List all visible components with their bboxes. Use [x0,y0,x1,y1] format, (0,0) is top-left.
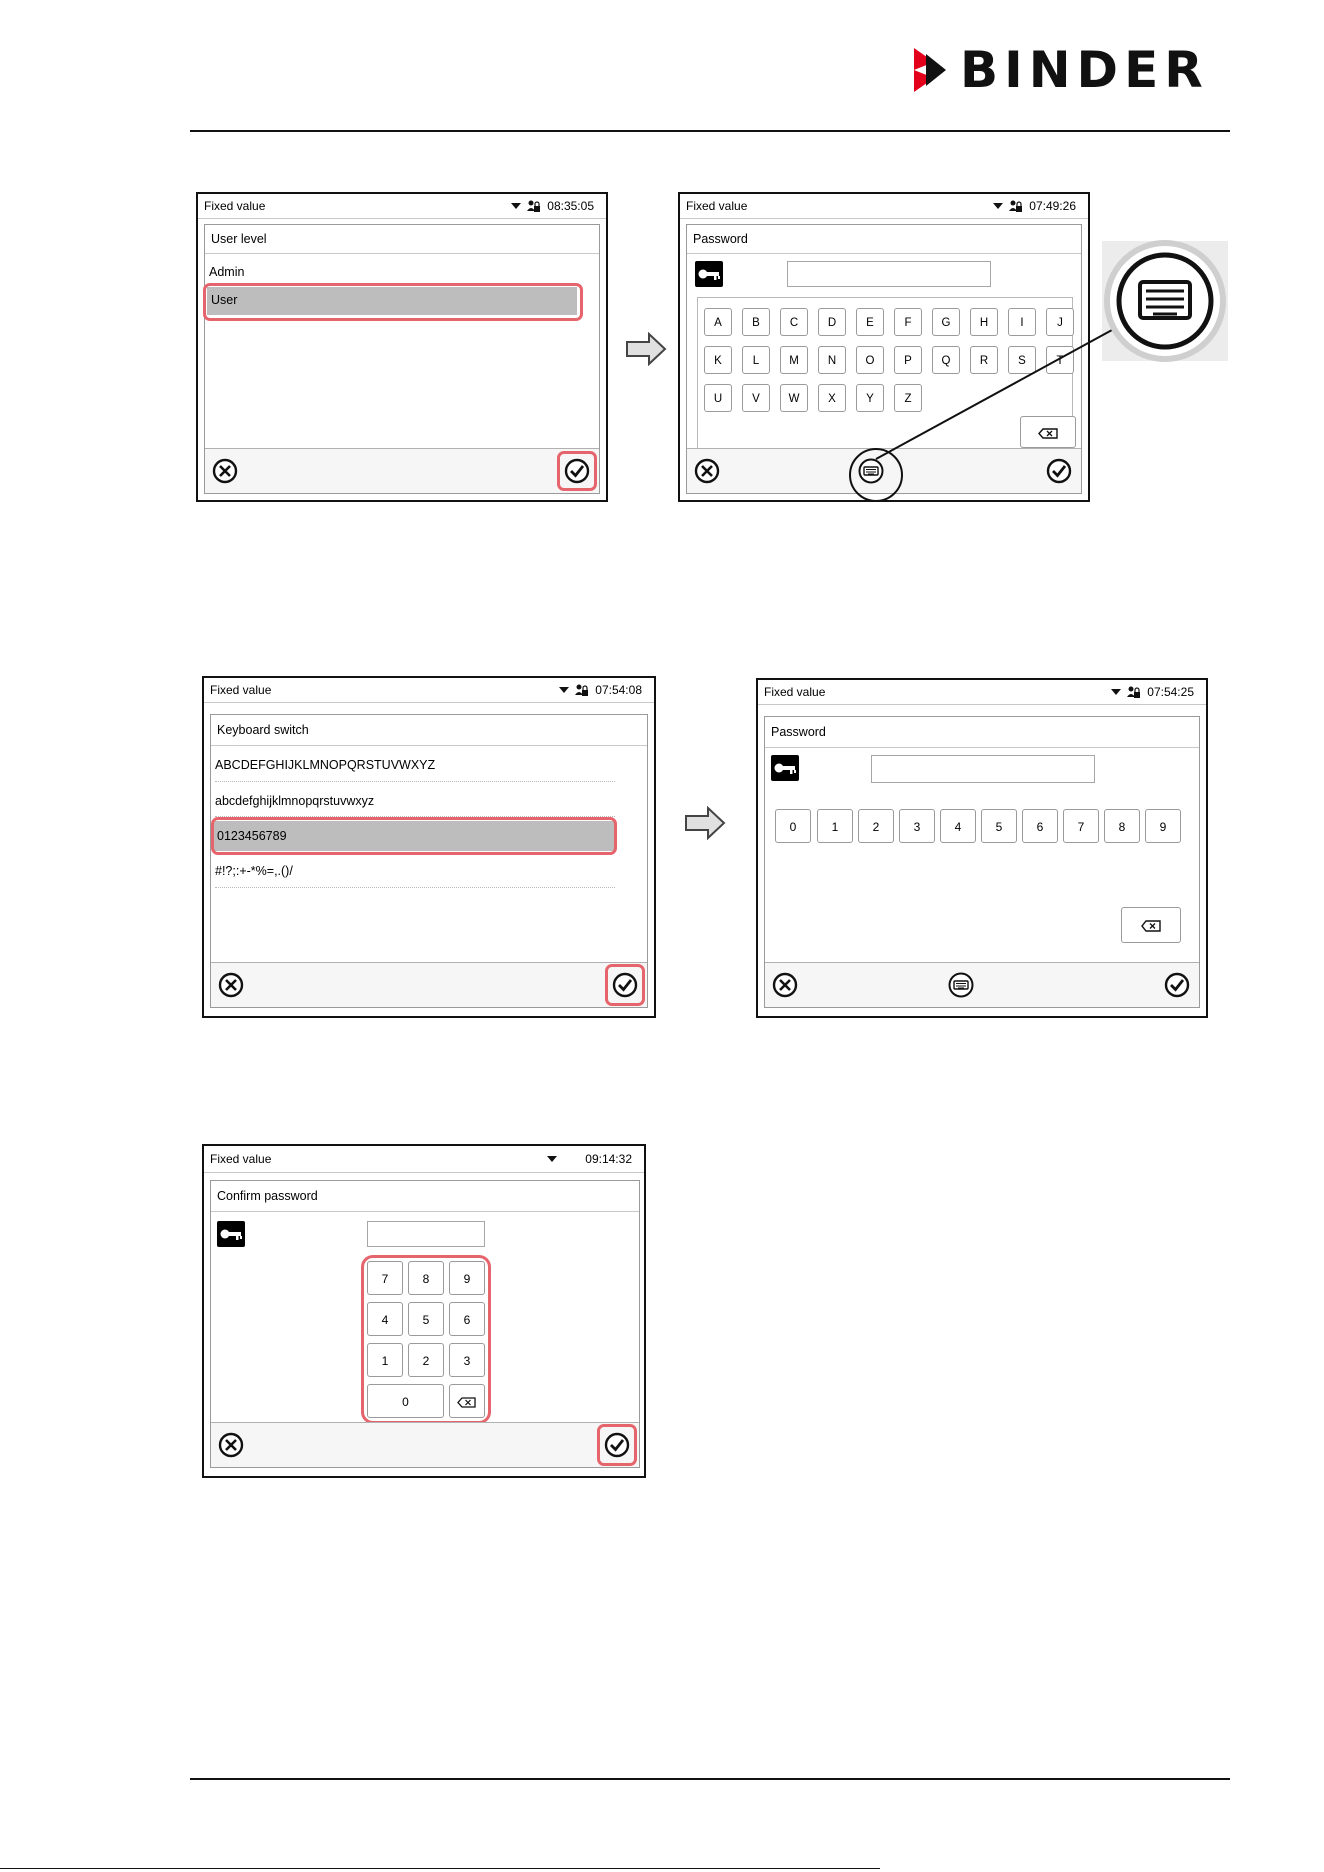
key-6[interactable]: 6 [1022,809,1058,843]
key-q[interactable]: Q [932,346,960,374]
clock-time: 07:54:25 [1147,685,1194,699]
cancel-button[interactable] [211,457,239,485]
backspace-icon [1122,908,1182,944]
keyboard-switch-panel [210,714,648,1008]
key-m[interactable]: M [780,346,808,374]
status-title: Fixed value [210,1152,272,1166]
option-special-characters[interactable]: #!?;:+-*%=,.()/ [215,864,293,878]
screen-user-level [196,192,608,502]
user-lock-icon [1009,199,1023,213]
status-title: Fixed value [764,685,826,699]
page-edge-line [0,1868,880,1869]
key-j[interactable]: J [1046,308,1074,336]
footer-bar [211,1422,639,1467]
key-4[interactable]: 4 [367,1302,403,1336]
key-r[interactable]: R [970,346,998,374]
key-o[interactable]: O [856,346,884,374]
status-bar [204,678,654,703]
key-f[interactable]: F [894,308,922,336]
key-icon [771,755,799,781]
dropdown-triangle-icon[interactable] [993,203,1003,209]
key-g[interactable]: G [932,308,960,336]
key-s[interactable]: S [1008,346,1036,374]
clock-time: 07:54:08 [595,683,642,697]
status-bar [204,1146,644,1173]
key-6[interactable]: 6 [449,1302,485,1336]
password-input[interactable] [871,755,1095,783]
footer-bar [211,962,647,1007]
key-l[interactable]: L [742,346,770,374]
key-7[interactable]: 7 [367,1261,403,1295]
key-3[interactable]: 3 [899,809,935,843]
check-circle-icon [1163,971,1191,999]
key-3[interactable]: 3 [449,1343,485,1377]
key-u[interactable]: U [704,384,732,412]
key-e[interactable]: E [856,308,884,336]
key-w[interactable]: W [780,384,808,412]
user-level-panel [204,224,600,494]
key-y[interactable]: Y [856,384,884,412]
status-title: Fixed value [210,683,272,697]
panel-title: User level [205,225,599,254]
key-h[interactable]: H [970,308,998,336]
panel-title: Keyboard switch [211,715,647,746]
screen-password-digits [756,678,1208,1018]
status-bar [198,194,606,219]
keyboard-magnifier-callout [820,235,1232,510]
highlight-frame [361,1255,491,1424]
panel-title: Password [687,225,1081,254]
binder-logo-mark-icon [912,44,952,96]
cancel-button[interactable] [771,971,799,999]
user-lock-icon [527,199,541,213]
close-circle-icon [217,1431,245,1459]
status-title: Fixed value [204,199,266,213]
next-step-arrow-icon [684,806,726,840]
binder-logo [912,41,1232,99]
key-x[interactable]: X [818,384,846,412]
footer-divider [190,1778,1230,1780]
highlight-frame [597,1424,637,1466]
cancel-button[interactable] [217,971,245,999]
status-bar [680,194,1088,219]
dropdown-triangle-icon[interactable] [1111,689,1121,695]
key-1[interactable]: 1 [367,1343,403,1377]
backspace-button[interactable] [1121,907,1181,943]
panel-title: Confirm password [211,1181,639,1212]
user-lock-icon [1127,685,1141,699]
highlight-frame [211,817,617,855]
highlight-frame [605,964,645,1006]
clock-time: 09:14:32 [585,1152,632,1166]
key-i[interactable]: I [1008,308,1036,336]
option-uppercase[interactable]: ABCDEFGHIJKLMNOPQRSTUVWXYZ [215,758,436,772]
separator [215,887,615,888]
key-z[interactable]: Z [894,384,922,412]
key-0[interactable]: 0 [367,1384,444,1418]
dropdown-triangle-icon[interactable] [547,1156,557,1162]
clock-time: 07:49:26 [1029,199,1076,213]
panel-title: Password [765,717,1199,748]
key-5[interactable]: 5 [981,809,1017,843]
key-k[interactable]: K [704,346,732,374]
dropdown-triangle-icon[interactable] [511,203,521,209]
screen-confirm-password [202,1144,646,1478]
brand-name: BINDER [960,41,1209,99]
key-n[interactable]: N [818,346,846,374]
keyboard-switch-button[interactable] [947,971,975,999]
key-0[interactable]: 0 [775,809,811,843]
key-2[interactable]: 2 [408,1343,444,1377]
key-d[interactable]: D [818,308,846,336]
key-8[interactable]: 8 [408,1261,444,1295]
key-7[interactable]: 7 [1063,809,1099,843]
next-step-arrow-icon [625,332,667,366]
screen-keyboard-switch [202,676,656,1018]
key-v[interactable]: V [742,384,770,412]
footer-bar [765,962,1199,1007]
close-circle-icon [211,457,239,485]
close-circle-icon [693,457,721,485]
keyboard-icon [947,971,975,999]
status-bar [758,680,1206,705]
option-digits-selected[interactable]: 0123456789 [213,821,615,851]
confirm-password-input[interactable] [367,1221,485,1247]
key-9[interactable]: 9 [1145,809,1181,843]
option-lowercase[interactable]: abcdefghijklmnopqrstuvwxyz [215,794,375,808]
key-a[interactable]: A [704,308,732,336]
footer-bar [205,448,599,493]
status-title: Fixed value [686,199,748,213]
key-c[interactable]: C [780,308,808,336]
key-5[interactable]: 5 [408,1302,444,1336]
list-item-admin[interactable]: Admin [209,265,245,279]
highlight-frame [203,283,583,321]
confirm-password-panel [210,1180,640,1468]
dropdown-triangle-icon[interactable] [559,687,569,693]
close-circle-icon [771,971,799,999]
key-8[interactable]: 8 [1104,809,1140,843]
key-t[interactable]: T [1046,346,1074,374]
separator [215,781,615,782]
password-panel [764,716,1200,1008]
key-icon [695,261,723,287]
clock-time: 08:35:05 [547,199,594,213]
key-2[interactable]: 2 [858,809,894,843]
key-1[interactable]: 1 [817,809,853,843]
key-b[interactable]: B [742,308,770,336]
key-4[interactable]: 4 [940,809,976,843]
user-lock-icon [575,683,589,697]
key-icon [217,1221,245,1247]
header-divider [190,130,1230,132]
key-9[interactable]: 9 [449,1261,485,1295]
list-item-user-selected[interactable]: User [207,287,577,315]
confirm-button[interactable] [1163,971,1191,999]
highlight-frame [557,451,597,491]
cancel-button[interactable] [217,1431,245,1459]
key-p[interactable]: P [894,346,922,374]
cancel-button[interactable] [693,457,721,485]
close-circle-icon [217,971,245,999]
